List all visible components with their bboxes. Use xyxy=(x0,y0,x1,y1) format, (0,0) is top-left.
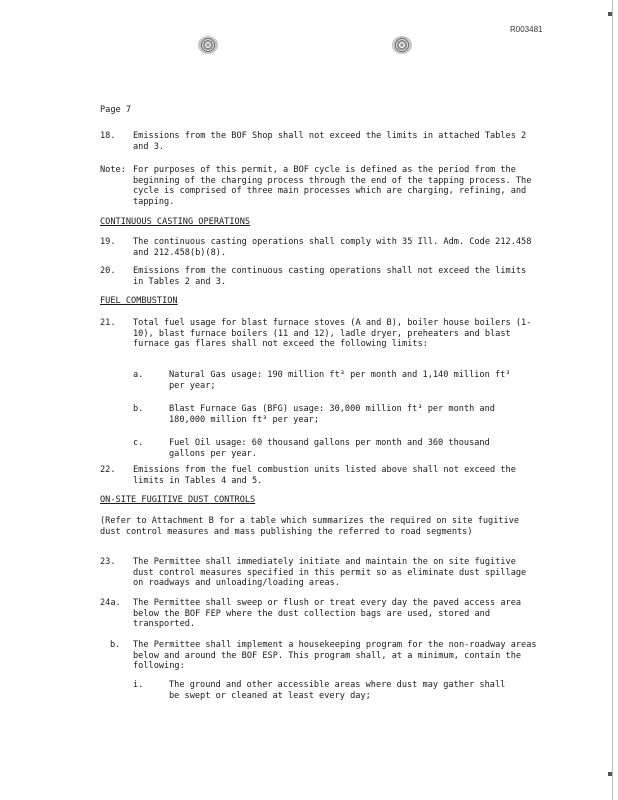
item-number: 20. xyxy=(100,266,116,276)
note-bof-cycle xyxy=(100,165,540,207)
section-heading-continuous-casting: CONTINUOUS CASTING OPERATIONS xyxy=(100,217,251,227)
item-number: 23. xyxy=(100,557,116,567)
item-number: c. xyxy=(133,438,144,448)
item-number: i. xyxy=(133,680,144,690)
item-number: b. xyxy=(110,640,121,650)
item-text: Emissions from the continuous casting operations shall not exceed the limits in Tables 2 and 3. xyxy=(133,266,527,287)
document-id: R003481 xyxy=(510,25,543,34)
item-text: The Permittee shall implement a housekeeping program for the non-roadway areas below and around the BOF ESP. This program shall, at a minimum, contain the following: xyxy=(133,640,537,672)
condition-21 xyxy=(100,318,540,350)
item-number: 18. xyxy=(100,131,116,141)
item-text: The continuous casting operations shall comply with 35 Ill. Adm. Code 212.458 and 212.458(b)(8). xyxy=(133,237,532,258)
item-text: Fuel Oil usage: 60 thousand gallons per month and 360 thousand gallons per year. xyxy=(169,438,490,459)
item-number: Note: xyxy=(100,165,126,175)
condition-20 xyxy=(100,266,540,287)
condition-24b-i xyxy=(133,680,518,701)
scan-edge xyxy=(612,0,613,800)
item-text: For purposes of this permit, a BOF cycle is defined as the period from the beginning of the charging process through the end of the tapping process. The cycle is comprised of three main processes which are charging, refining, and tapping. xyxy=(133,165,532,207)
scan-mark xyxy=(608,772,612,776)
condition-23 xyxy=(100,557,540,589)
condition-22 xyxy=(100,465,540,486)
item-number: 22. xyxy=(100,465,116,475)
item-text: Blast Furnace Gas (BFG) usage: 30,000 million ft³ per month and 180,000 million ft³ per year; xyxy=(169,404,495,425)
item-number: 21. xyxy=(100,318,116,328)
item-text: Emissions from the BOF Shop shall not exceed the limits in attached Tables 2 and 3. xyxy=(133,131,527,152)
item-text: Emissions from the fuel combustion units listed above shall not exceed the limits in Tables 4 and 5. xyxy=(133,465,516,486)
condition-19 xyxy=(100,237,540,258)
condition-18 xyxy=(100,131,540,152)
section-heading-fugitive-dust: ON-SITE FUGITIVE DUST CONTROLS xyxy=(100,495,256,505)
attachment-b-reference xyxy=(100,516,540,537)
scan-mark xyxy=(608,12,612,16)
condition-24b xyxy=(110,640,540,672)
section-heading-fuel-combustion: FUEL COMBUSTION xyxy=(100,296,178,306)
condition-21b xyxy=(133,404,518,425)
item-text: Total fuel usage for blast furnace stoves (A and B), boiler house boilers (1-10), blast furnace boilers (11 and 12), ladle dryer, preheaters and blast furnace gas flares shall not exceed the following limits: xyxy=(133,318,532,350)
item-number: 19. xyxy=(100,237,116,247)
item-text: The Permittee shall sweep or flush or treat every day the paved access area below the BOF FEP where the dust collection bags are used, stored and transported. xyxy=(133,598,522,630)
stamp-left-icon xyxy=(198,36,218,54)
item-text: (Refer to Attachment B for a table which summarizes the required on site fugitive dust control measures and mass publishing the referred to road segments) xyxy=(100,516,520,537)
item-text: The ground and other accessible areas where dust may gather shall be swept or cleaned at least every day; xyxy=(169,680,506,701)
item-text: The Permittee shall immediately initiate and maintain the on site fugitive dust control measures specified in this permit so as eliminate dust spillage on roadways and unloading/loading areas. xyxy=(133,557,527,589)
item-number: b. xyxy=(133,404,144,414)
condition-21c xyxy=(133,438,518,459)
item-number: 24a. xyxy=(100,598,121,608)
item-number: a. xyxy=(133,370,144,380)
item-text: Natural Gas usage: 190 million ft³ per month and 1,140 million ft³ per year; xyxy=(169,370,511,391)
condition-21a xyxy=(133,370,518,391)
stamp-right-icon xyxy=(392,36,412,54)
condition-24a xyxy=(100,598,540,630)
page-number: Page 7 xyxy=(100,105,132,115)
